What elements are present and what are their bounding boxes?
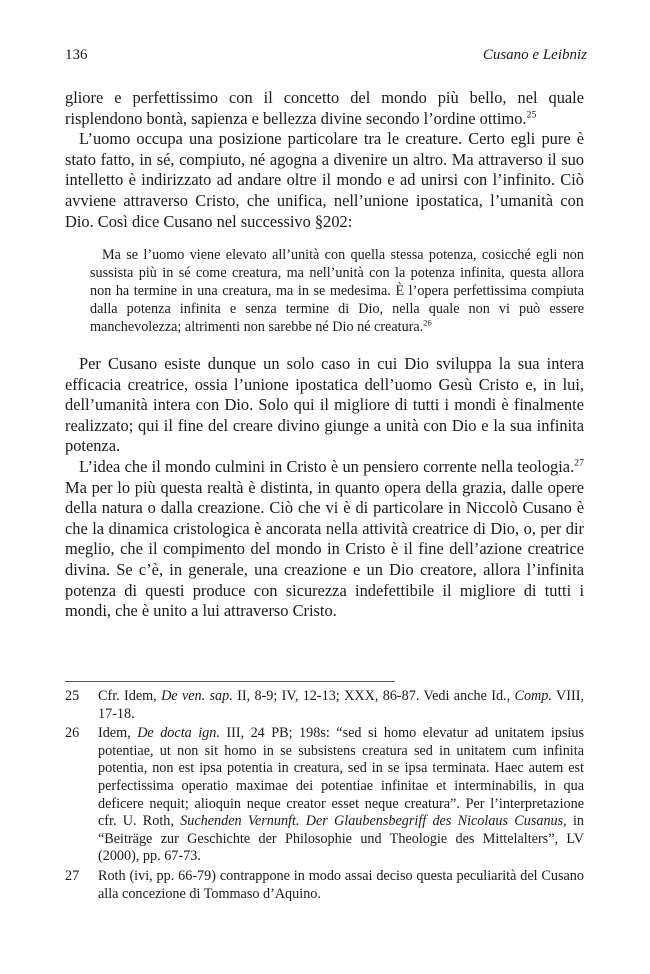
footnote-segment: III, 24 PB; 198s: “sed si homo elevatur ad unitatem ipsius potentiae, ut non sit homo in se subsistens creatura sed in unitatem cum infinita potentia, non est ipsa potentia in creatura, sed in se ipsa terminata. Haec autem est perfectissima operatio maximae dei potentiae infinitae et interminabilis, in qua deficere nequit; alioquin neque creator esset neque creatura”. Per l’interpretazione cfr. U. Roth, <box>98 725 584 830</box>
footnote-segment: Cfr. Idem, <box>98 688 162 704</box>
footnote-ref-26: 26 <box>423 316 432 327</box>
footnote-25 <box>65 688 584 723</box>
footnotes <box>65 688 584 905</box>
footnote-title: De ven. sap. <box>161 688 233 704</box>
footnote-26 <box>65 725 584 866</box>
footnote-number: 25 <box>65 688 80 704</box>
footnote-segment: II, 8-9; IV, 12-13; XXX, 86-87. Vedi anche Id., <box>232 688 515 704</box>
footnote-text <box>98 688 584 723</box>
paragraph-3: Per Cusano esiste dunque un solo caso in cui Dio sviluppa la sua intera efficacia creatrice, ossia l’unione ipostatica dell’uomo Gesù Cristo e, in lui, dell’umanità intera con Dio. Solo qui il migliore di tutti i mondi è finalmente realizzato; qui il fine del creare divino giunge a unità con Dio e la sua infinita potenza. <box>65 354 584 456</box>
footnote-segment: , in “Beiträge zur Geschichte der Philosophie und Theologie des Mittelalters”, LV (2000), pp. 67-73. <box>98 813 584 865</box>
paragraph-1-text: gliore e perfettissimo con il concetto del mondo più bello, nel quale risplendono bontà, sapienza e bellezza divine secondo l’ordine ottimo. <box>65 88 584 128</box>
quote-text <box>90 247 584 337</box>
paragraph-1 <box>65 88 584 129</box>
footnote-text <box>98 725 584 866</box>
footnote-segment: VIII, 17-18. <box>98 688 584 722</box>
footnote-title: De docta ign. <box>137 725 220 742</box>
footnote-number: 26 <box>65 725 80 742</box>
footnote-27 <box>65 868 584 903</box>
paragraph-4-b: Ma per lo più questa realtà è distinta, in quanto opera della grazia, dalle opere della natura o dalla creazione. Ciò che vi è di particolare in Niccolò Cusano è che la dinamica cristologica è ancorata nella attività creatrice di Dio, o, per dir meglio, che il compimento del mondo in Cristo è il fine dell’azione creatrice divina. Se c’è, in generale, una creazione e un Dio creatore, allora l’infinita potenza di questi produce con sicurezza indefettibile il migliore di tutti i mondi, che è unito a lui attraverso Cristo. <box>65 477 584 621</box>
page-number: 136 <box>65 47 88 63</box>
paragraph-2: L’uomo occupa una posizione particolare tra le creature. Certo egli pure è stato fatto, in sé, compiuto, né agogna a divenire un altro. Ma attraverso il suo intelletto è indirizzato ad andare oltre il mondo e ad unirsi con l’infinito. Ciò avviene attraverso Cristo, che unifica, nell’unione ipostatica, l’umanità con Dio. Così dice Cusano nel successivo §202: <box>65 129 584 231</box>
footnote-number: 27 <box>65 867 80 884</box>
footnote-title: Comp. <box>514 688 552 704</box>
paragraph-4-a: L’idea che il mondo culmini in Cristo è un pensiero corrente nella teologia. <box>79 456 575 476</box>
footnote-segment: Idem, <box>98 725 138 742</box>
paragraph-4 <box>65 457 584 622</box>
quote-text-body: Ma se l’uomo viene elevato all’unità con quella stessa potenza, cosicché egli non sussista più in sé come creatura, ma nell’unità con la potenza infinita, questa allora non ha termine in una creatura, ma in se medesima. È l’opera perfettissima compiuta dalla potenza infinita e senza termine di Dio, nella quale non vi può essere manchevolezza; altrimenti non sarebbe né Dio né creatura. <box>90 247 584 335</box>
footnote-title: Suchenden Vernunft. Der Glaubensbegriff des Nicolaus Cusanus <box>180 813 564 830</box>
footnote-separator <box>65 681 395 682</box>
running-title: Cusano e Leibniz <box>482 47 587 63</box>
footnote-text: Roth (ivi, pp. 66-79) contrappone in modo assai deciso questa peculiarità del Cusano alla concezione di Tommaso d’Aquino. <box>98 867 584 902</box>
body-text-bottom <box>65 354 584 622</box>
footnote-ref-27: 27 <box>574 457 584 469</box>
body-text-top <box>65 88 584 232</box>
footnote-ref-25: 25 <box>526 109 537 121</box>
block-quote <box>90 247 584 337</box>
